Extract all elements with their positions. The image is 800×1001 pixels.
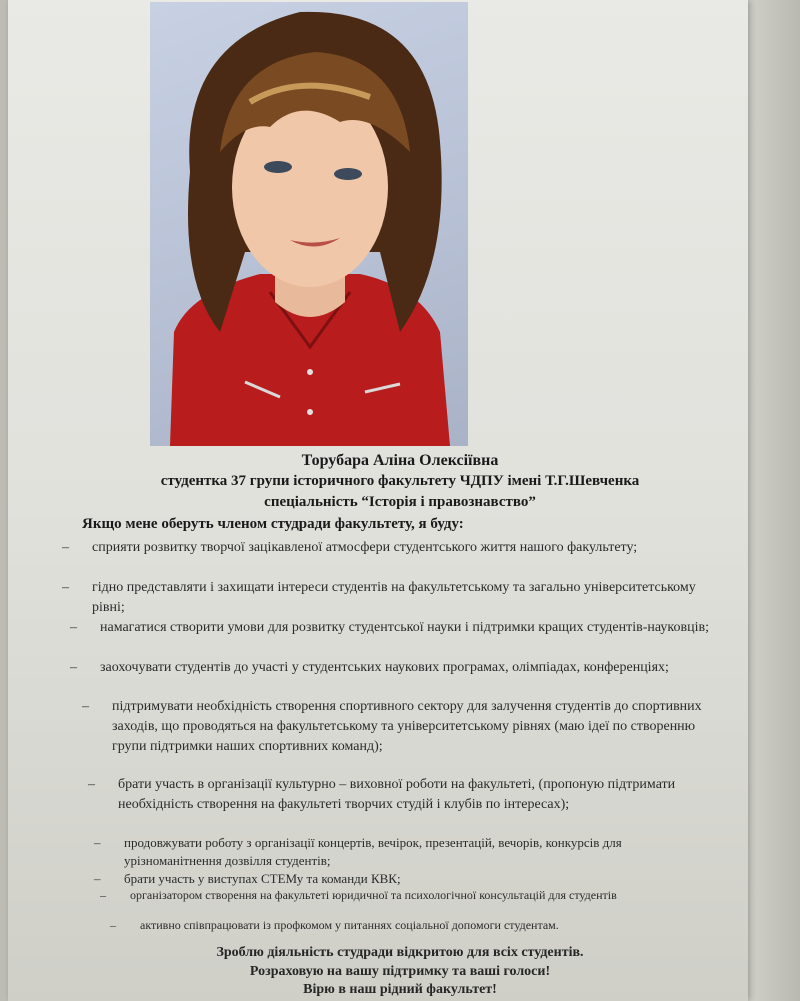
promise-item	[82, 697, 712, 757]
dash-bullet: –	[88, 777, 95, 792]
promise-item	[62, 538, 722, 558]
promise-text: брати участь в організації культурно – виховної роботи на факультеті, (пропоную підтримати необхідність створення на факультеті творчих студій і клубів по інтересах);	[118, 777, 676, 812]
dash-bullet: –	[94, 871, 101, 886]
promise-item	[70, 618, 710, 638]
candidate-name: Торубара Аліна Олексіївна	[301, 452, 499, 469]
candidate-photo	[150, 2, 468, 446]
promise-text: організатором створення на факультеті юридичної та психологічної консультацій для студентів	[130, 888, 617, 902]
promise-text: підтримувати необхідність створення спортивного сектору для залучення студентів до спортивних заходів, що проводяться на факультетському та університетському рівнях (маю ідеї по створенню групи підтримки наших спортивних команд);	[112, 699, 702, 754]
dash-bullet: –	[62, 540, 69, 555]
promise-item	[110, 918, 710, 932]
dash-bullet: –	[94, 835, 101, 850]
promise-text: заохочувати студентів до участі у студентських наукових програмах, олімпіадах, конференціях;	[100, 660, 669, 675]
candidate-group-line: студентка 37 групи історичного факультету ЧДПУ імені Т.Г.Шевченка	[160, 473, 640, 489]
promise-item	[70, 658, 720, 678]
dash-bullet: –	[110, 918, 116, 932]
promise-item	[62, 578, 712, 618]
promise-text: активно співпрацювати із профкомом у питаннях соціальної допомоги студентам.	[140, 918, 559, 932]
promise-text: брати участь у виступах СТЕМу та команди КВК;	[124, 871, 401, 886]
candidate-specialty-line: спеціальність “Історія і правознавство”	[264, 494, 536, 510]
promise-item	[94, 870, 714, 888]
closing-line: Зроблю діяльність студради відкритою для всіх студентів.	[216, 945, 584, 960]
promise-text: сприяти розвитку творчої зацікавленої атмосфери студентського життя нашого факультету;	[92, 540, 638, 555]
closing-line: Розраховую на вашу підтримку та ваші голоси!	[249, 964, 551, 979]
promise-text: намагатися створити умови для розвитку студентської науки і підтримки кращих студентів-науковців;	[100, 620, 709, 635]
dash-bullet: –	[82, 699, 89, 714]
promise-text: гідно представляти і захищати інтереси студентів на факультетському та загально університетському рівні;	[92, 580, 696, 615]
promise-item	[88, 775, 718, 815]
dash-bullet: –	[70, 620, 77, 635]
dash-bullet: –	[100, 888, 106, 902]
promise-item	[100, 888, 710, 903]
closing-line: Вірю в наш рідний факультет!	[303, 982, 497, 997]
intro-statement: Якщо мене оберуть членом студради факультету, я буду:	[82, 516, 464, 532]
promise-item	[94, 834, 714, 870]
promise-text: продовжувати роботу з організації концертів, вечірок, презентацій, вечорів, конкурсів для урізноманітнення дозвілля студентів;	[124, 835, 622, 868]
dash-bullet: –	[62, 580, 69, 595]
dash-bullet: –	[70, 660, 77, 675]
